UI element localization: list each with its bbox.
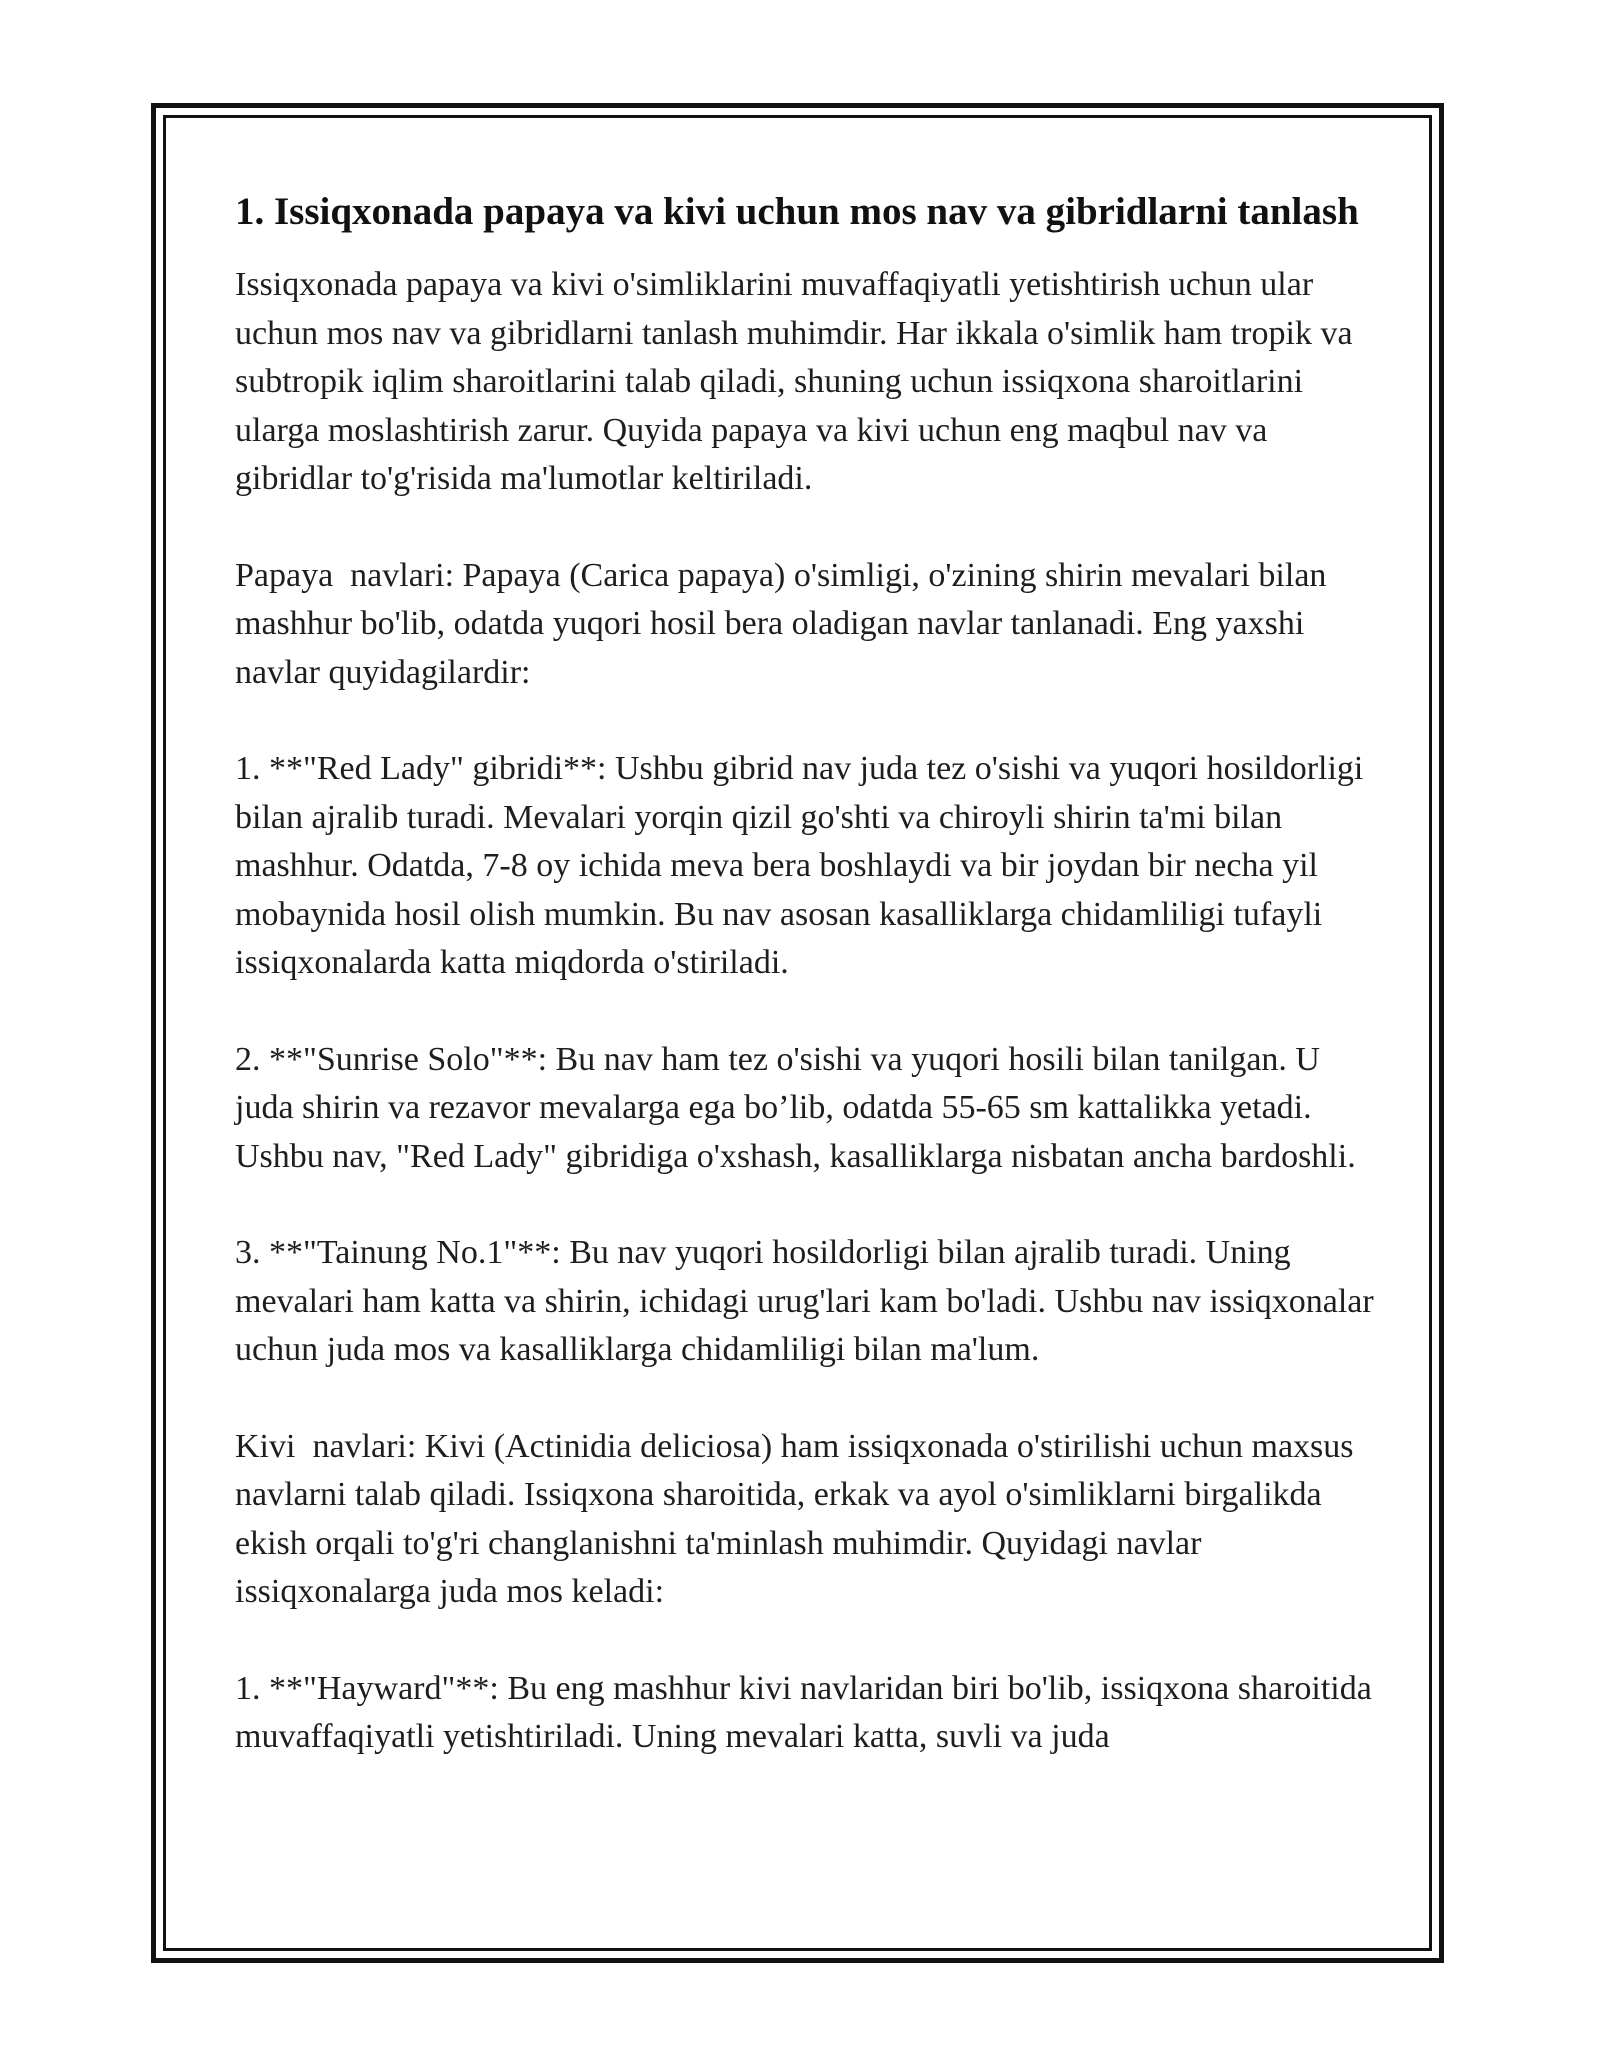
paragraph-tainung: 3. **"Tainung No.1"**: Bu nav yuqori hosildorligi bilan ajralib turadi. Uning mevalari ham katta va shirin, ichidagi urug'lari kam bo'ladi. Ushbu nav issiqxonalar uchun juda mos va kasalliklarga chidamliligi bilan ma'lum. bbox=[235, 1234, 1383, 1368]
paragraph-kiwi-varieties: Kivi navlari: Kivi (Actinidia deliciosa) ham issiqxonada o'stirilishi uchun maxsus navlarni talab qiladi. Issiqxona sharoitida, erkak va ayol o'simliklarni birgalikda ekish orqali to'g'ri changlanishni ta'minlash muhimdir. Quyidagi navlar issiqxonalarga juda mos keladi: bbox=[235, 1427, 1362, 1610]
paragraph-intro: Issiqxonada papaya va kivi o'simliklarini muvaffaqiyatli yetishtirish uchun ular uchun mos nav va gibridlarni tanlash muhimdir. Har ikkala o'simlik ham tropik va subtropik iqlim sharoitlarini talab qiladi, shuning uchun issiqxona sharoitlarini ularga moslashtirish zarur. Quyida papaya va kivi uchun eng maqbul nav va gibridlar to'g'risida ma'lumotlar keltiriladi. bbox=[235, 266, 1362, 497]
paragraph-papaya-varieties: Papaya navlari: Papaya (Carica papaya) o'simligi, o'zining shirin mevalari bilan mashhur bo'lib, odatda yuqori hosil bera oladigan navlar tanlanadi. Eng yaxshi navlar quyidagilardir: bbox=[235, 556, 1335, 691]
section-heading: 1. Issiqxonada papaya va kivi uchun mos nav va gibridlarni tanlash bbox=[235, 190, 1359, 233]
document-body bbox=[235, 185, 1383, 1810]
paragraph-hayward: 1. **"Hayward"**: Bu eng mashhur kivi navlaridan biri bo'lib, issiqxona sharoitida muvaffaqiyatli yetishtiriladi. Uning mevalari katta, suvli va juda bbox=[235, 1669, 1381, 1755]
paragraph-sunrise-solo: 2. **"Sunrise Solo"**: Bu nav ham tez o'sishi va yuqori hosili bilan tanilgan. U juda shirin va rezavor mevalarga ega bo’lib, odatda 55-65 sm kattalikka yetadi. Ushbu nav, "Red Lady" gibridiga o'xshash, kasalliklarga nisbatan ancha bardoshli. bbox=[235, 1040, 1356, 1175]
paragraph-red-lady: 1. **"Red Lady" gibridi**: Ushbu gibrid nav juda tez o'sishi va yuqori hosildorligi bilan ajralib turadi. Mevalari yorqin qizil go'shti va chiroyli shirin ta'mi bilan mashhur. Odatda, 7-8 oy ichida meva bera boshlaydi va bir joydan bir necha yil mobaynida hosil olish mumkin. Bu nav asosan kasalliklarga chidamliligi tufayli issiqxonalarda katta miqdorda o'stiriladi. bbox=[235, 750, 1372, 981]
